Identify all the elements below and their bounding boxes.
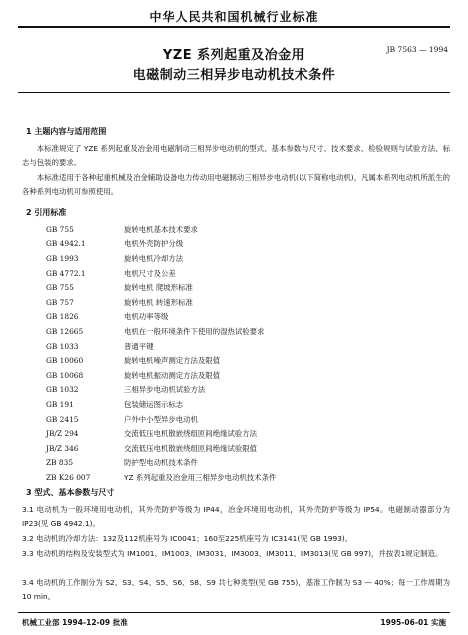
section3-clause4: 3.4 电动机的工作制分为 S2、S3、S4、S5、S6、S8、S9 共七种类型(见 GB 755)，基准工作制为 S3 — 40%；每一工作周期为 10 min。 <box>22 578 450 601</box>
reference-title: 包装储运图示标志 <box>124 399 184 409</box>
reference-code: GB 4772.1 <box>46 268 86 278</box>
reference-title: 旋转电机 爬坡形标准 <box>124 283 193 293</box>
reference-item <box>22 324 442 339</box>
reference-item <box>22 339 442 354</box>
reference-title: 电机在一般环境条件下使用的湿热试验要求 <box>124 326 265 336</box>
section3-heading: 3 型式、基本参数与尺寸 <box>26 488 115 497</box>
reference-item <box>22 426 442 441</box>
reference-title: 电机外壳防护分级 <box>124 239 184 249</box>
section2-heading: 2 引用标准 <box>26 208 67 217</box>
reference-item <box>22 353 442 368</box>
reference-title: 交流低压电机散嵌绕组匝间绝缘试验限值 <box>124 443 258 453</box>
reference-code: GB 12665 <box>46 326 84 336</box>
reference-code: ZB K26 007 <box>46 472 91 482</box>
reference-title: 电机尺寸及公差 <box>124 268 176 278</box>
reference-title: 交流低压电机散嵌绕组匝间绝缘试验方法 <box>124 429 258 439</box>
reference-item <box>22 222 442 237</box>
reference-item <box>22 251 442 266</box>
reference-code: GB 4942.1 <box>46 239 86 249</box>
reference-item <box>22 295 442 310</box>
reference-item <box>22 441 442 456</box>
approval-date: 机械工业部 1994-12-09 批准 <box>22 618 128 627</box>
document-title-line1: YZE 系列起重及冶金用 <box>162 48 306 63</box>
reference-item <box>22 266 442 281</box>
reference-title: 三相异步电动机试验方法 <box>124 385 206 395</box>
reference-item <box>22 280 442 295</box>
reference-code: JB/Z 346 <box>46 443 79 453</box>
reference-title: 旋转电机振动测定方法及限值 <box>124 370 221 380</box>
standard-code: JB 7563 — 1994 <box>386 45 448 54</box>
reference-title: 旋转电机噪声测定方法及限值 <box>124 356 221 366</box>
section1-paragraph2: 本标准适用于各种起重机械及冶金辅助设备电力传动用电磁制动三相异步电动机(以下简称电动机)，凡属本系列电动机所派生的各种系列电动机可参照使用。 <box>22 173 450 196</box>
reference-title: 防护型电动机技术条件 <box>124 458 198 468</box>
standard-issuer: 中华人民共和国机械行业标准 <box>149 10 319 24</box>
reference-code: GB 1826 <box>46 312 79 322</box>
reference-code: GB 10060 <box>46 356 84 366</box>
reference-title: 普通平键 <box>124 341 154 351</box>
reference-title: 旋转电机 转速形标准 <box>124 297 193 307</box>
reference-code: JB/Z 294 <box>46 429 79 439</box>
section3-clause1: 3.1 电动机为一般环境用电动机，其外壳防护等级为 IP44，冶金环境用电动机，其外壳防护等级为 IP54。电磁制动器部分为 IP23(见 GB 4942.1)。 <box>22 505 450 528</box>
reference-code: GB 1033 <box>46 341 79 351</box>
reference-code: GB 755 <box>46 224 74 234</box>
reference-code: GB 757 <box>46 297 74 307</box>
reference-code: GB 191 <box>46 399 74 409</box>
reference-item <box>22 237 442 252</box>
reference-item <box>22 383 442 398</box>
reference-item <box>22 397 442 412</box>
reference-item <box>22 310 442 325</box>
section1-paragraph1: 本标准规定了 YZE 系列起重及冶金用电磁制动三相异步电动机的型式、基本参数与尺寸、技术要求、检验规则与试验方法、标志与包装的要求。 <box>22 144 450 167</box>
effective-date: 1995-06-01 实施 <box>380 618 446 627</box>
reference-code: GB 2415 <box>46 414 79 424</box>
reference-title: 旋转电机冷却方法 <box>124 253 184 263</box>
section3-clause2: 3.2 电动机的冷却方法：132及112机座号为 IC0041；160至225机座号为 IC3141(见 GB 1993)。 <box>22 534 353 543</box>
reference-code: GB 755 <box>46 283 74 293</box>
document-title-line2: 电磁制动三相异步电动机技术条件 <box>132 68 336 83</box>
reference-item <box>22 456 442 471</box>
reference-title: 电机功率等级 <box>124 312 169 322</box>
reference-code: ZB 835 <box>46 458 74 468</box>
reference-code: GB 1993 <box>46 253 79 263</box>
title-rule <box>18 92 450 93</box>
reference-item <box>22 470 442 485</box>
reference-title: YZ 系列起重及冶金用三相异步电动机技术条件 <box>124 472 277 482</box>
section1-heading: 1 主题内容与适用范围 <box>26 127 107 136</box>
reference-item <box>22 368 442 383</box>
header-rule <box>18 26 450 28</box>
reference-code: GB 1032 <box>46 385 79 395</box>
section3-clause3: 3.3 电动机的结构及安装型式为 IM1001、IM1003、IM3031、IM3003、IM3011、IM3013(见 GB 997)，并按表1规定制造。 <box>22 549 443 558</box>
reference-item <box>22 412 442 427</box>
reference-title: 户外中小型异步电动机 <box>124 414 198 424</box>
reference-code: GB 10068 <box>46 370 84 380</box>
footer-rule <box>18 612 450 613</box>
reference-list <box>22 222 442 485</box>
reference-title: 旋转电机基本技术要求 <box>124 224 198 234</box>
